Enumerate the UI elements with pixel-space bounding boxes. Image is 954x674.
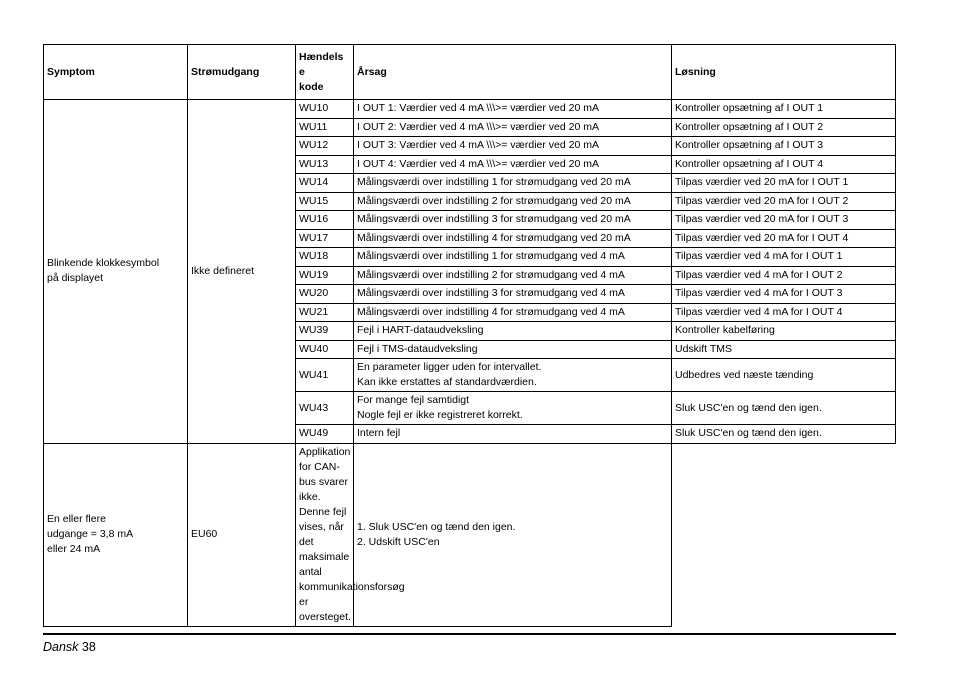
- cause-cell: I OUT 4: Værdier ved 4 mA \\\>= værdier ved 20 mA: [354, 155, 672, 174]
- cause-cell: Målingsværdi over indstilling 2 for strømudgang ved 4 mA: [354, 266, 672, 285]
- solution-cell: Tilpas værdier ved 20 mA for I OUT 2: [672, 192, 896, 211]
- code-cell: WU21: [296, 303, 354, 322]
- symptom-cell: Blinkende klokkesymbol på displayet: [44, 100, 188, 444]
- code-cell: WU41: [296, 359, 354, 392]
- solution-cell: Tilpas værdier ved 4 mA for I OUT 4: [672, 303, 896, 322]
- cause-cell: Målingsværdi over indstilling 4 for strømudgang ved 20 mA: [354, 229, 672, 248]
- solution-cell: Udskift TMS: [672, 340, 896, 359]
- solution-cell: Udbedres ved næste tænding: [672, 359, 896, 392]
- cause-cell: En parameter ligger uden for intervallet. Kan ikke erstattes af standardværdien.: [354, 359, 672, 392]
- header-stromudgang: Strømudgang: [188, 45, 296, 100]
- solution-cell: Tilpas værdier ved 20 mA for I OUT 4: [672, 229, 896, 248]
- code-cell: WU12: [296, 137, 354, 156]
- code-cell: WU17: [296, 229, 354, 248]
- cause-cell: Applikation for CAN-bus svarer ikke. Denne fejl vises, når det maksimale antal kommunikationsforsøg er oversteget.: [296, 443, 354, 626]
- table-row: [44, 100, 896, 119]
- table-row: [44, 443, 896, 626]
- solution-cell: Sluk USC'en og tænd den igen.: [672, 425, 896, 444]
- code-cell: WU43: [296, 392, 354, 425]
- cause-cell: I OUT 3: Værdier ved 4 mA \\\>= værdier ved 20 mA: [354, 137, 672, 156]
- cause-cell: I OUT 1: Værdier ved 4 mA \\\>= værdier ved 20 mA: [354, 100, 672, 119]
- code-cell: WU13: [296, 155, 354, 174]
- cause-cell: Målingsværdi over indstilling 4 for strømudgang ved 4 mA: [354, 303, 672, 322]
- solution-cell: Tilpas værdier ved 20 mA for I OUT 1: [672, 174, 896, 193]
- code-cell: WU11: [296, 118, 354, 137]
- code-cell: WU20: [296, 285, 354, 304]
- page-footer: [43, 640, 96, 654]
- cause-cell: For mange fejl samtidigt Nogle fejl er ikke registreret korrekt.: [354, 392, 672, 425]
- footer-language: Dansk: [43, 640, 79, 654]
- cause-cell: Fejl i TMS-dataudveksling: [354, 340, 672, 359]
- solution-cell: Tilpas værdier ved 4 mA for I OUT 1: [672, 248, 896, 267]
- code-cell: WU15: [296, 192, 354, 211]
- solution-cell: Tilpas værdier ved 4 mA for I OUT 2: [672, 266, 896, 285]
- cause-cell: Målingsværdi over indstilling 3 for strømudgang ved 4 mA: [354, 285, 672, 304]
- solution-cell: Kontroller kabelføring: [672, 322, 896, 341]
- code-cell: WU40: [296, 340, 354, 359]
- solution-cell: Kontroller opsætning af I OUT 3: [672, 137, 896, 156]
- solution-cell: Kontroller opsætning af I OUT 1: [672, 100, 896, 119]
- header-arsag: Årsag: [354, 45, 672, 100]
- solution-cell: Tilpas værdier ved 20 mA for I OUT 3: [672, 211, 896, 230]
- header-haendelseskode: Hændels e kode: [296, 45, 354, 100]
- code-cell: WU49: [296, 425, 354, 444]
- code-cell: WU39: [296, 322, 354, 341]
- footer-page-number: 38: [81, 640, 96, 654]
- code-cell: WU10: [296, 100, 354, 119]
- cause-cell: Målingsværdi over indstilling 3 for strømudgang ved 20 mA: [354, 211, 672, 230]
- cause-cell: I OUT 2: Værdier ved 4 mA \\\>= værdier ved 20 mA: [354, 118, 672, 137]
- table-header-row: [44, 45, 896, 100]
- solution-cell: Tilpas værdier ved 4 mA for I OUT 3: [672, 285, 896, 304]
- code-cell: WU19: [296, 266, 354, 285]
- solution-cell: Kontroller opsætning af I OUT 2: [672, 118, 896, 137]
- header-symptom: Symptom: [44, 45, 188, 100]
- cause-cell: Fejl i HART-dataudveksling: [354, 322, 672, 341]
- stromudgang-cell: Ikke defineret: [188, 100, 296, 444]
- solution-cell: Sluk USC'en og tænd den igen.: [672, 392, 896, 425]
- troubleshooting-table: [43, 44, 896, 627]
- solution-cell: Kontroller opsætning af I OUT 4: [672, 155, 896, 174]
- cause-cell: Målingsværdi over indstilling 1 for strømudgang ved 4 mA: [354, 248, 672, 267]
- solution-cell: 1. Sluk USC'en og tænd den igen. 2. Udskift USC'en: [354, 443, 672, 626]
- cause-cell: Målingsværdi over indstilling 2 for strømudgang ved 20 mA: [354, 192, 672, 211]
- cause-cell: Målingsværdi over indstilling 1 for strømudgang ved 20 mA: [354, 174, 672, 193]
- code-cell: EU60: [188, 443, 296, 626]
- stromudgang-cell: En eller flere udgange = 3,8 mA eller 24 mA: [44, 443, 188, 626]
- code-cell: WU18: [296, 248, 354, 267]
- footer-divider: [43, 633, 896, 635]
- header-losning: Løsning: [672, 45, 896, 100]
- code-cell: WU16: [296, 211, 354, 230]
- code-cell: WU14: [296, 174, 354, 193]
- cause-cell: Intern fejl: [354, 425, 672, 444]
